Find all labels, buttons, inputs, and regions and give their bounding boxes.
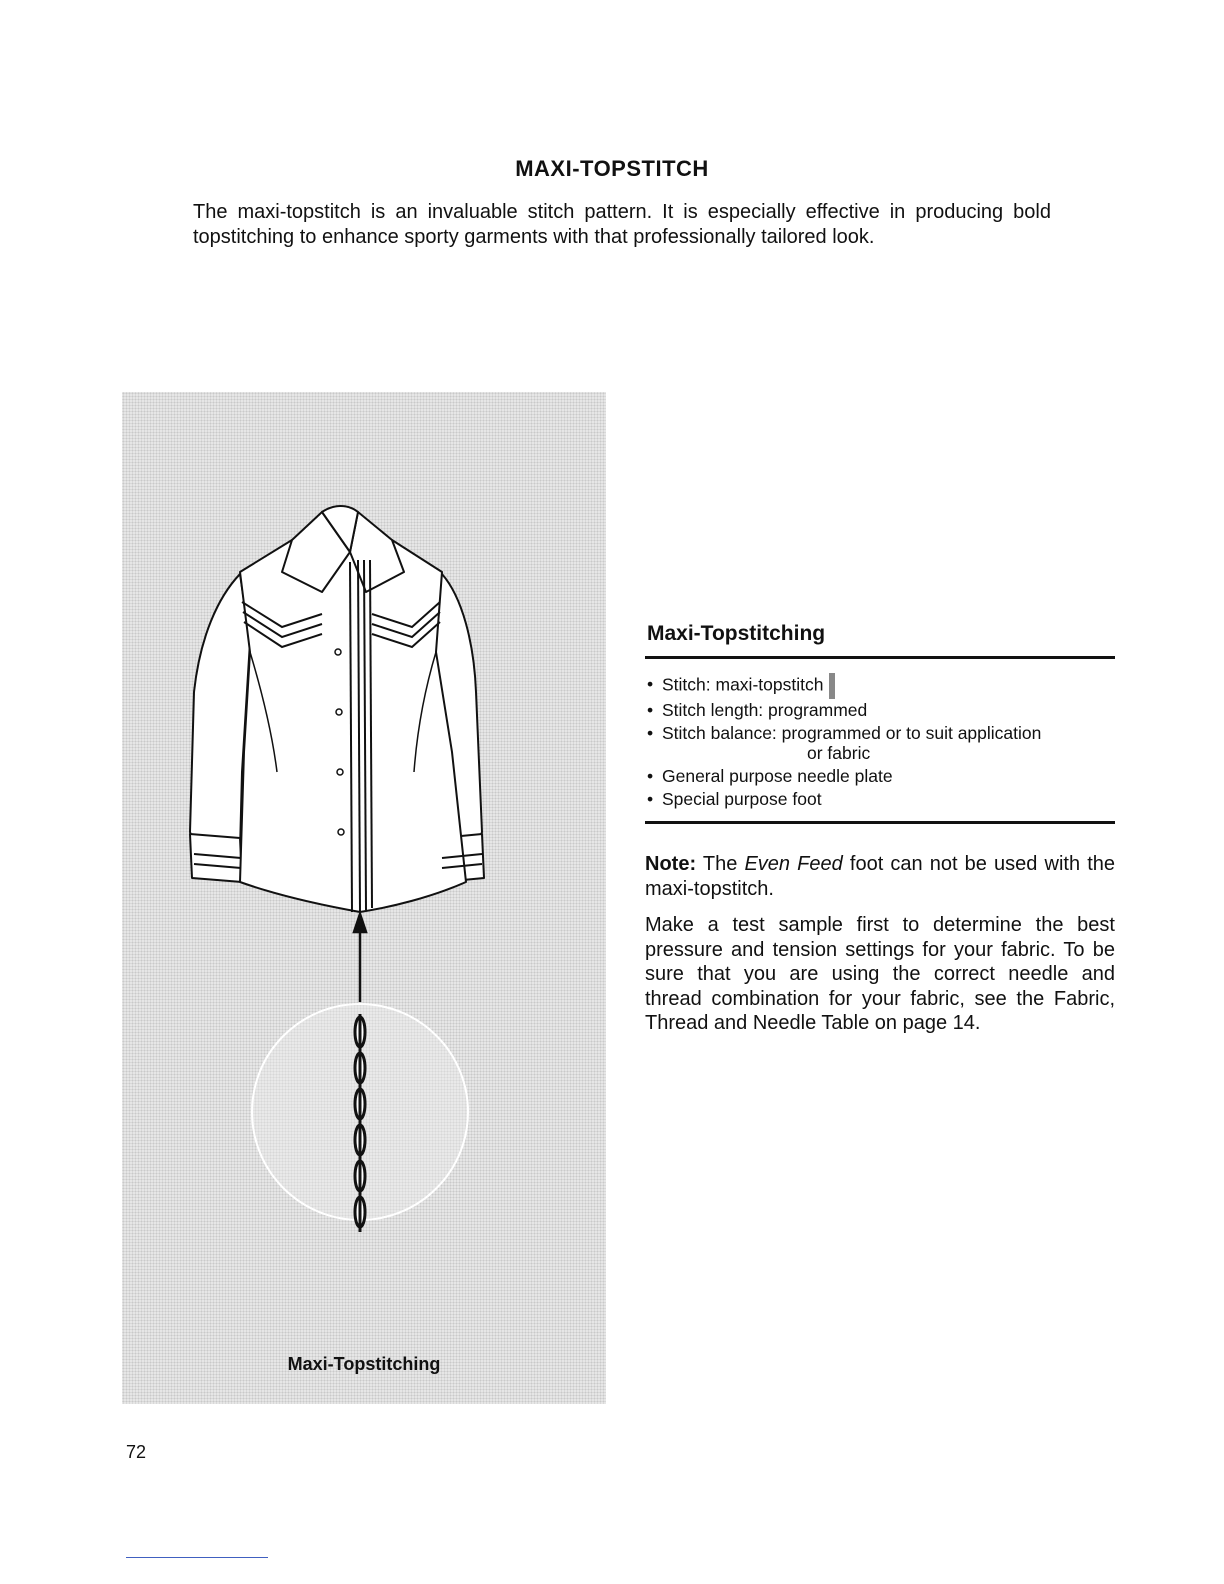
setting-stitch: • Stitch: maxi-topstitch	[645, 673, 1115, 699]
button	[338, 829, 344, 835]
setting-needle-plate: • General purpose needle plate	[645, 765, 1115, 788]
left-sleeve	[190, 574, 250, 850]
page-title: MAXI-TOPSTITCH	[515, 156, 709, 181]
setting-stitch-balance: • Stitch balance: programmed or to suit application or fabric	[645, 722, 1115, 762]
note-paragraph: Note: The Even Feed foot can not be used with the maxi-topstitch.	[645, 853, 1115, 900]
setting-stitch-length: • Stitch length: programmed	[645, 699, 1115, 722]
maxi-topstitch-icon	[829, 673, 835, 699]
jacket-illustration	[122, 392, 606, 1404]
footer-rule	[126, 1557, 268, 1558]
intro-paragraph: The maxi-topstitch is an invaluable stitch pattern. It is especially effective in producing bold topstitching to enhance sporty garments with that professionally tailored look.	[193, 201, 1051, 248]
settings-panel	[645, 622, 1115, 1036]
jacket-figure	[122, 392, 606, 1404]
test-sample-paragraph: Make a test sample first to determine the best pressure and tension settings for your fabric. To be sure that you are using the correct needle and thread combination for your fabric, see the Fabric, Thread and Needle Table on page 14.	[645, 914, 1115, 1034]
setting-foot: • Special purpose foot	[645, 788, 1115, 811]
page-number: 72	[126, 1442, 147, 1462]
figure-caption: Maxi-Topstitching	[287, 1354, 441, 1374]
settings-heading: Maxi-Topstitching	[647, 622, 826, 645]
jacket-body	[240, 540, 466, 912]
button	[337, 769, 343, 775]
bottom-rule	[645, 821, 1115, 824]
settings-list	[645, 659, 1115, 821]
button	[335, 649, 341, 655]
button	[336, 709, 342, 715]
